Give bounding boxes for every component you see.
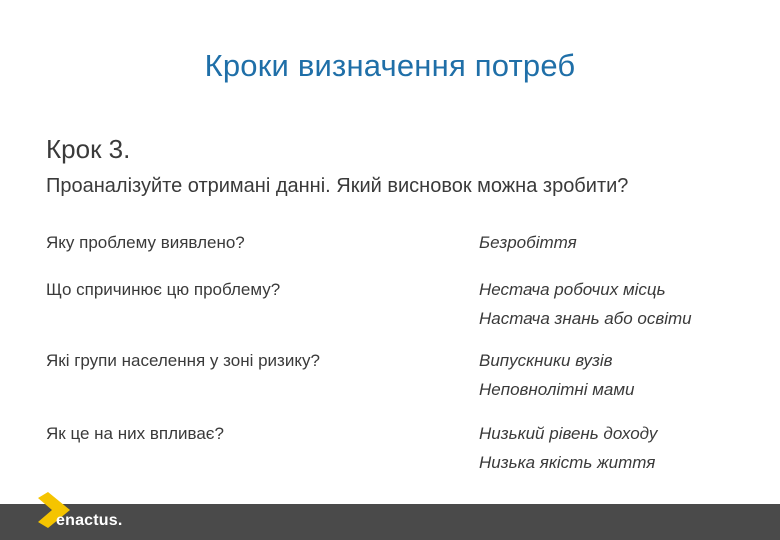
answer-3 [479,346,634,404]
enactus-logo [56,512,123,530]
logo-wordmark: enactus [56,512,118,529]
answer-1-line-1: Безробіття [479,233,577,252]
question-3: Які групи населення у зоні ризику? [46,351,320,370]
step-instruction: Проаналізуйте отримані данні. Який висновок можна зробити? [46,175,629,197]
step-heading: Крок 3. [46,134,131,164]
answer-2-line-2: Настача знань або освіти [479,309,692,328]
answer-3-line-1: Випускники вузів [479,351,613,370]
answer-1 [479,228,577,257]
answer-4 [479,419,657,477]
slide-title: Кроки визначення потреб [204,48,576,83]
logo-dot: . [117,512,123,529]
answer-2 [479,275,692,333]
question-1: Яку проблему виявлено? [46,233,245,252]
answer-3-line-2: Неповнолітні мами [479,380,635,399]
answer-4-line-2: Низька якість життя [479,453,656,472]
question-4: Як це на них впливає? [46,424,224,443]
answer-2-line-1: Нестача робочих місць [479,280,666,299]
answer-4-line-1: Низький рівень доходу [479,424,658,443]
question-2: Що спричинює цю проблему? [46,280,281,299]
